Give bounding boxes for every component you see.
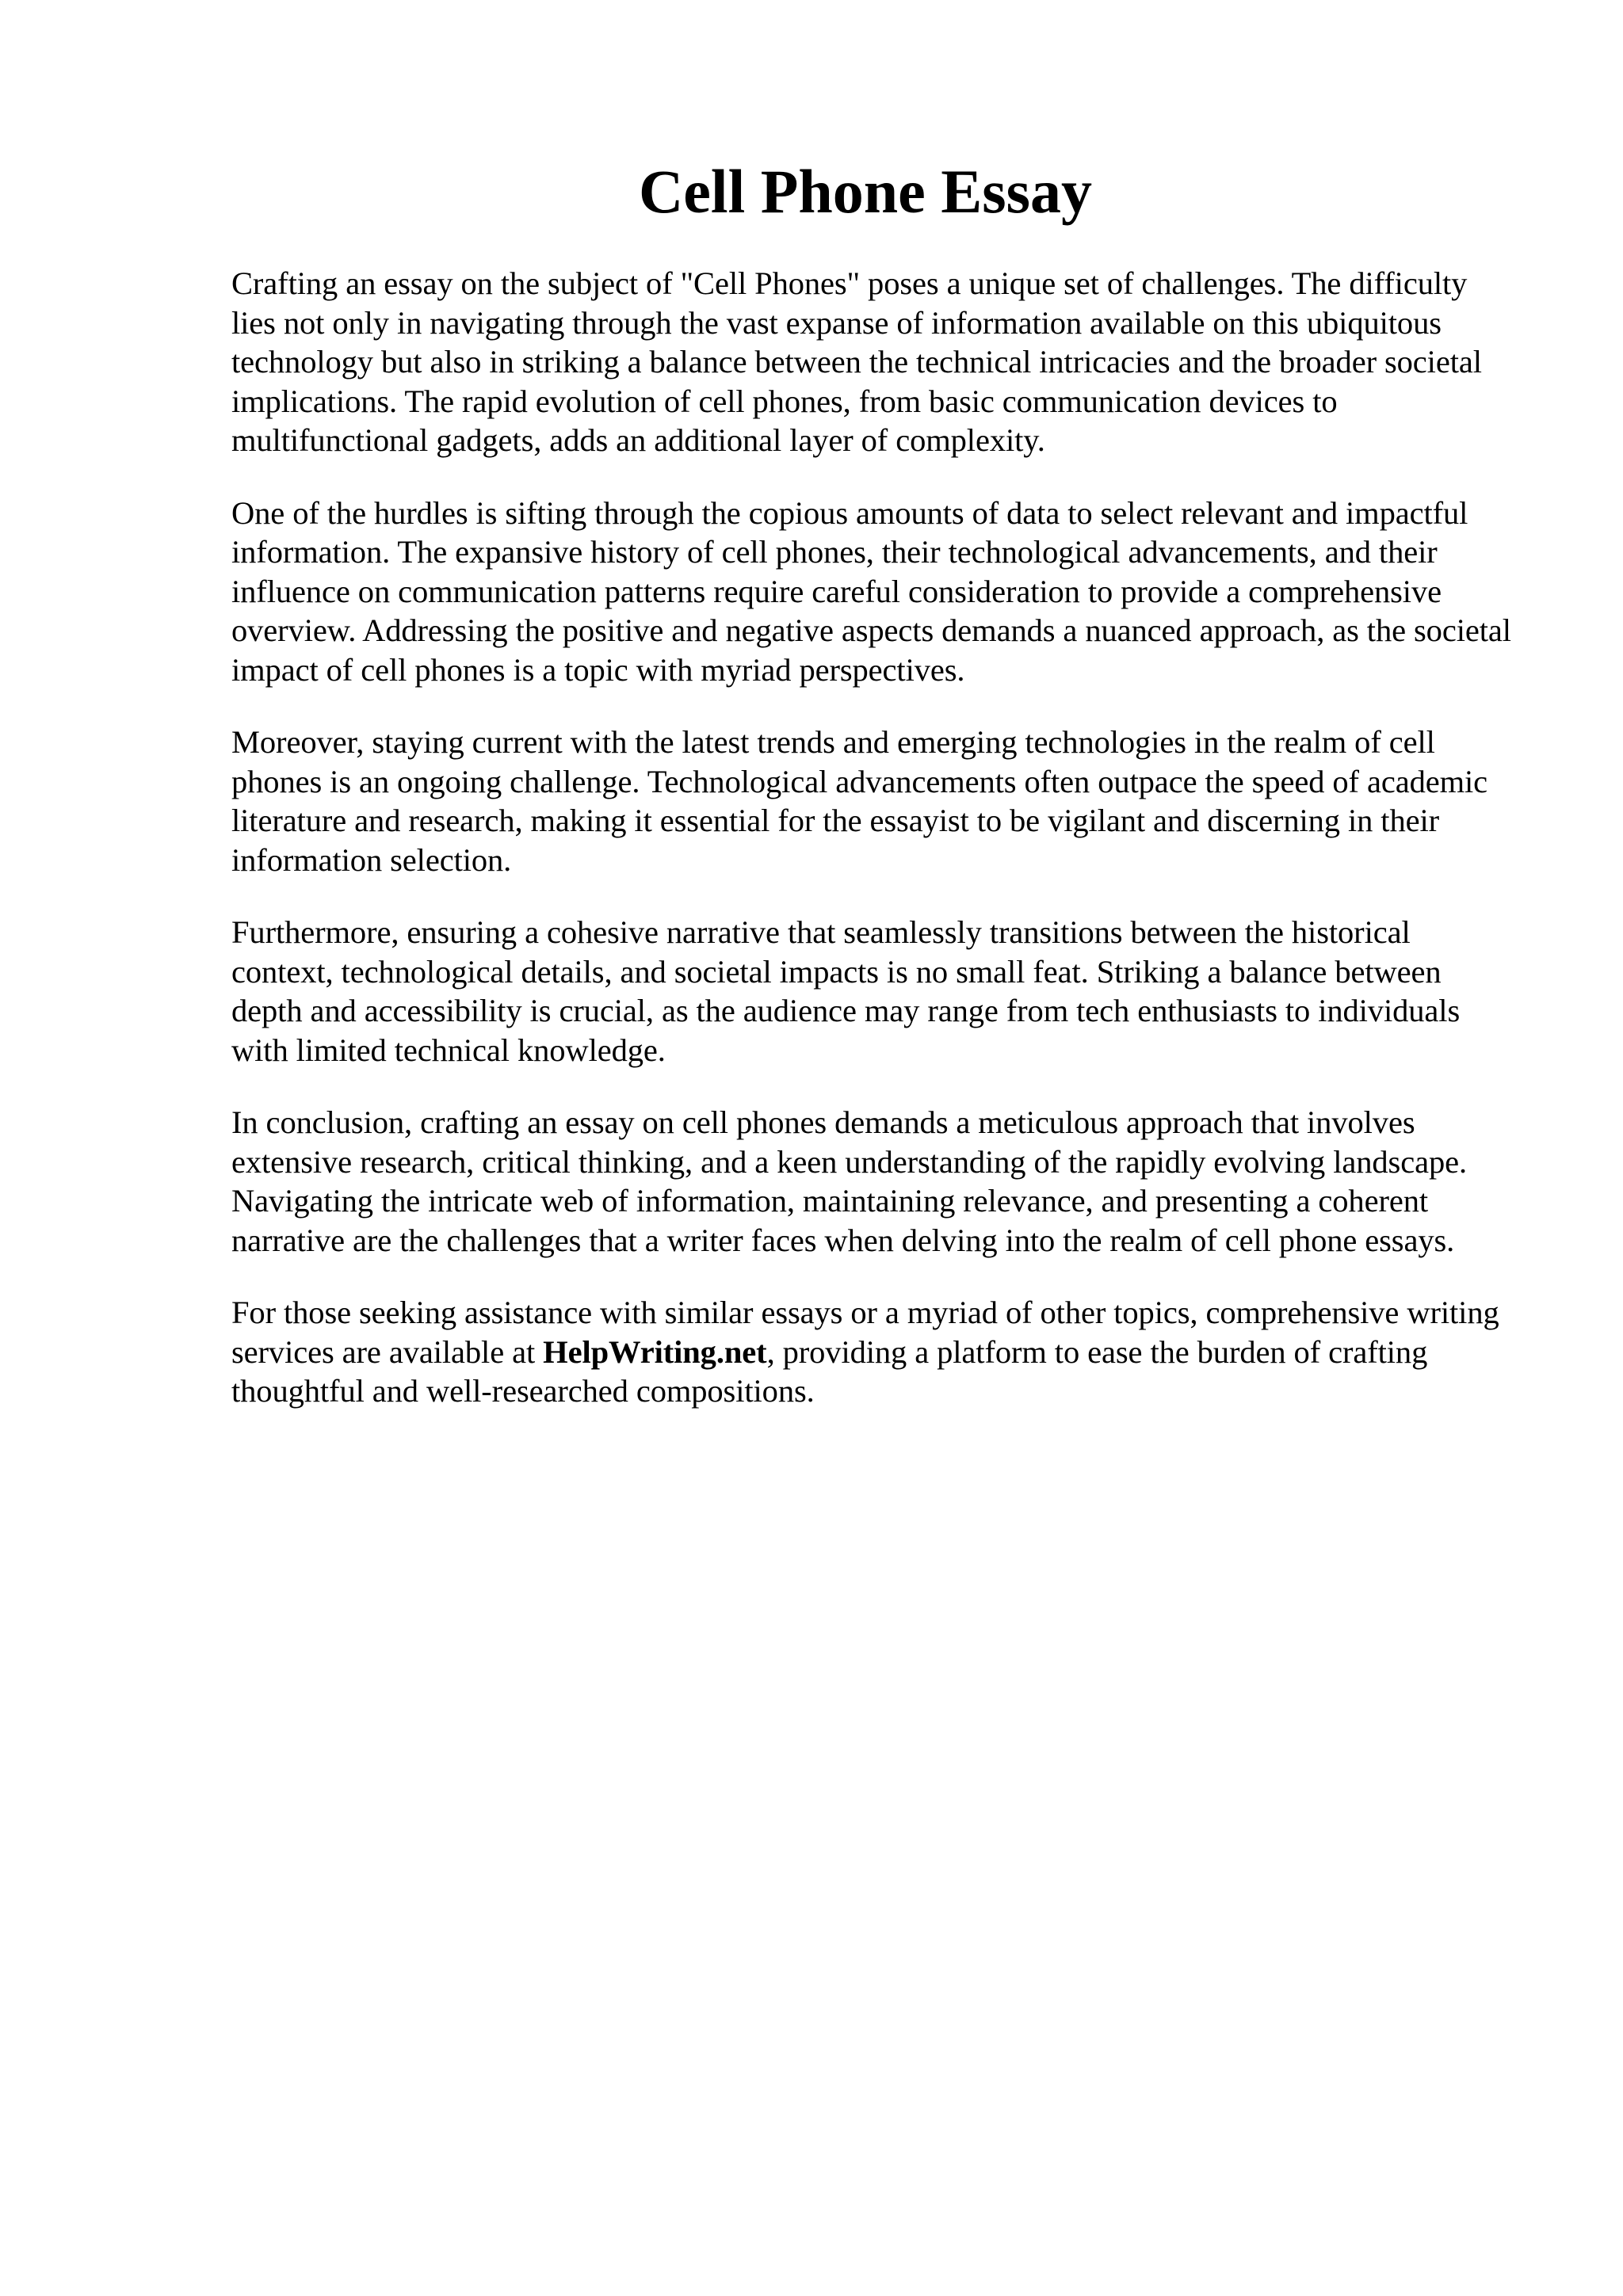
paragraph-trends: Moreover, staying current with the latest trends and emerging technologies in the realm of cell phones is an ongoing challenge. Technological advancements often outpace the speed of academic literature and research, making it essential for the essayist to be vigilant and discerning in their information selection. — [231, 724, 1488, 878]
essay-body — [231, 264, 1515, 1444]
paragraph-conclusion: In conclusion, crafting an essay on cell phones demands a meticulous approach that involves extensive research, critical thinking, and a keen understanding of the rapidly evolving landscape. Navigating the intricate web of information, maintaining relevance, and presenting a coherent narrative are the challenges that a writer faces when delving into the realm of cell phone essays. — [231, 1104, 1468, 1258]
page-title: Cell Phone Essay — [638, 157, 1093, 226]
paragraph-narrative: Furthermore, ensuring a cohesive narrative that seamlessly transitions between the historical context, technological details, and societal impacts is no small feat. Striking a balance between depth and accessibility is crucial, as the audience may range from tech enthusiasts to individuals with limited technical knowledge. — [231, 914, 1461, 1068]
paragraph-intro: Crafting an essay on the subject of "Cell Phones" poses a unique set of challenges. The difficulty lies not only in navigating through the vast expanse of information available on this ubiquitous technology but also in striking a balance between the technical intricacies and the broader societal implications. The rapid evolution of cell phones, from basic communication devices to multifunctional gadgets, adds an additional layer of complexity. — [231, 265, 1482, 458]
closing-text-after: , providing a platform to ease the burden of crafting thoughtful and well-researched compositions. — [231, 1333, 1428, 1409]
helpwriting-link[interactable]: HelpWriting.net — [543, 1333, 767, 1370]
paragraph-closing — [231, 1293, 1515, 1411]
closing-text-before: For those seeking assistance with similar essays or a myriad of other topics, comprehensive writing services are available at — [231, 1295, 1499, 1370]
paragraph-hurdles: One of the hurdles is sifting through the copious amounts of data to select relevant and impactful information. The expansive history of cell phones, their technological advancements, and their influence on communication patterns require careful consideration to provide a comprehensive overview. Addressing the positive and negative aspects demands a nuanced approach, as the societal impact of cell phones is a topic with myriad perspectives. — [231, 494, 1511, 688]
